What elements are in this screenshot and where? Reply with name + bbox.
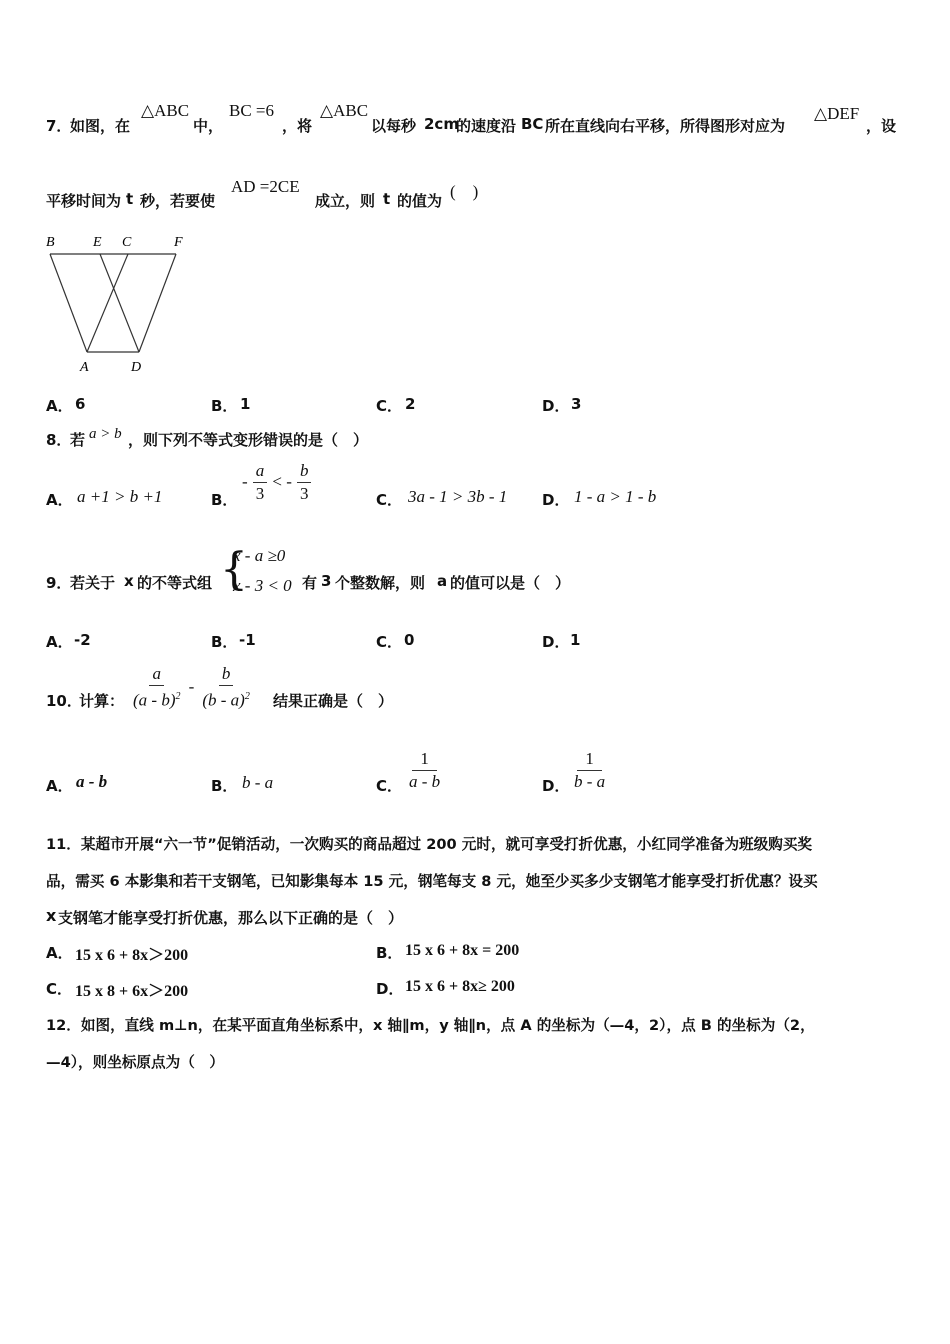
q8-b-neg: - [242,472,248,491]
q7-text-2: 中， [193,117,224,135]
q12-line-1: 12．如图，直线 m⊥n，在某平面直角坐标系中，x 轴∥m，y 轴∥n，点 A 的坐标为（—4，2），点 B 的坐标为（2， [46,1017,815,1034]
q9-option-d-value: 1 [570,631,581,649]
q8-condition: a > b [89,426,122,442]
q10-den-1 [130,686,183,712]
q10-num-1: a [149,663,164,686]
q10-d-num: 1 [577,748,602,771]
q9-text-1: 若关于 [70,574,116,592]
q9-option-d-letter: D． [542,633,570,651]
q7-line2-a: 平移时间为 [46,192,122,210]
q7-line2-b: t [126,190,134,208]
figure-line-ba [50,254,87,352]
figure-line-fd [139,254,176,352]
q10-fraction-2 [199,663,252,712]
q12-line-2: —4），则坐标原点为（ ） [46,1054,224,1071]
q9-text-4: 个整数解，则 [335,574,426,592]
q11-option-d-expr: 15 x 6 + 8x≥ 200 [405,978,515,995]
q7-formula-ad: AD =2CE [231,177,300,196]
q9-text-5: 的值可以是（ ） [450,574,571,592]
q8-text-1: 若 [70,431,86,449]
q10-option-b-expr: b - a [242,773,274,792]
q8-option-c-letter: C． [376,491,403,509]
q10-den-2 [199,686,252,712]
q10-den-2-exp: 2 [244,691,250,702]
q8-b-fraction-1 [253,460,268,505]
q10-expression [130,663,253,712]
q7-line2-d: 成立，则 [315,192,376,210]
label-d: D [131,360,142,375]
q11-option-c-expr: 15 x 8 + 6x＞200 [75,983,189,1000]
q10-option-a-letter: A． [46,777,73,795]
q8-option-b-expr [242,460,311,505]
q11-option-b-letter: B． [376,944,403,962]
q9-inequality-1: x - a ≥0 [233,546,286,565]
q9-option-c-letter: C． [376,633,403,651]
q9-option-a-value: -2 [74,631,91,649]
q10-c-num: 1 [412,748,437,771]
q7-option-b-value: 1 [240,395,251,413]
q10-option-b-letter: B． [211,777,238,795]
q10-option-d-expr [571,748,608,793]
q10-text-2: 结果正确是（ ） [273,692,394,710]
q9-inequality-2: x - 3 < 0 [233,576,292,595]
q7-line2-c: 秒，若要使 [140,192,216,210]
q10-den-2-base: (b - a) [202,690,245,710]
q10-option-a-expr: a - b [76,772,108,791]
q8-option-d-expr: 1 - a > 1 - b [574,487,657,506]
q7-option-d-value: 3 [571,395,582,413]
q9-option-b-value: -1 [239,631,256,649]
q9-text-three: 3 [321,572,332,590]
q8-number: 8． [46,431,72,449]
q10-option-c-expr [406,748,443,793]
q10-c-fraction [406,748,443,793]
q11-option-a-letter: A． [46,944,73,962]
q7-text-9: ，设 [866,117,897,135]
q11-option-b-expr: 15 x 6 + 8x = 200 [405,942,520,959]
q11-line-2: 品，需买 6 本影集和若干支钢笔，已知影集每本 15 元，钢笔每支 8 元，她至少买多少支钢笔才能享受打折优惠？设买 [46,873,818,890]
q8-b-den-1: 3 [255,484,265,503]
label-e: E [93,235,102,250]
q7-option-c-value: 2 [405,395,416,413]
q10-fraction-1 [130,663,183,712]
q8-option-a-expr: a +1 > b +1 [77,487,163,506]
q10-den-1-exp: 2 [175,691,181,702]
q7-option-c-letter: C． [376,397,403,415]
q11-line-1: 11．某超市开展“六一节”促销活动，一次购买的商品超过 200 元时，就可享受打折优惠，小红同学准备为班级购买奖 [46,836,813,853]
q10-option-c-letter: C． [376,777,403,795]
q9-option-a-letter: A． [46,633,73,651]
q7-text-4: 以每秒 [371,117,417,135]
q8-b-num-1: a [253,460,268,483]
q9-text-a: a [437,572,448,590]
q7-option-a-letter: A． [46,397,73,415]
q10-text-1: 计算： [79,692,125,710]
q7-text-1: 如图，在 [70,117,131,135]
q7-figure [40,228,200,378]
q7-text-3: ，将 [282,117,313,135]
q7-formula-abc-2: △ABC [320,101,369,120]
q7-answer-paren: ( ) [450,182,479,201]
q7-text-8: 所在直线向右平移，所得图形对应为 [545,117,786,135]
q8-b-den-2: 3 [299,484,309,503]
q7-line2-e: t [383,190,391,208]
q7-text-7: BC [521,115,544,133]
label-f: F [174,235,183,250]
q9-option-b-letter: B． [211,633,238,651]
q7-option-a-value: 6 [75,395,86,413]
q9-text-x: x [124,572,134,590]
label-b: B [46,235,55,250]
q10-d-fraction [571,748,608,793]
q8-option-b-letter: B． [211,491,238,509]
q10-d-den: b - a [574,772,606,791]
q8-b-mid: < - [272,472,292,491]
q7-formula-abc: △ABC [141,101,190,120]
q11-line-3: 支钢笔才能享受打折优惠，那么以下正确的是（ ） [58,909,404,927]
q10-num-2: b [219,663,234,686]
q11-option-a-expr: 15 x 6 + 8x＞200 [75,947,189,964]
q7-formula-def: △DEF [814,104,860,123]
q10-c-den: a - b [409,772,441,791]
label-a: A [80,360,89,375]
q10-minus: - [188,676,195,696]
q10-number: 10． [46,692,82,710]
q11-option-d-letter: D． [376,980,404,998]
figure-line-ed [100,254,139,352]
q9-number: 9． [46,574,72,592]
q7-option-d-letter: D． [542,397,570,415]
q8-text-2: ，则下列不等式变形错误的是（ ） [128,431,369,449]
q9-text-3: 有 [302,574,318,592]
q11-option-c-letter: C． [46,980,73,998]
q7-line2-f: 的值为 [397,192,443,210]
label-c: C [122,235,132,250]
q8-option-c-expr: 3a - 1 > 3b - 1 [408,487,508,506]
q9-option-c-value: 0 [404,631,415,649]
q7-text-6: 的速度沿 [456,117,517,135]
q7-text-5: 2cm [424,115,459,133]
q9-system-brace: { [220,544,248,595]
q7-formula-bc: BC =6 [229,101,275,120]
q7-number: 7． [46,117,72,135]
q8-option-d-letter: D． [542,491,570,509]
q10-den-1-base: (a - b) [133,690,176,710]
q10-option-d-letter: D． [542,777,570,795]
figure-line-ca [87,254,128,352]
q9-text-2: 的不等式组 [137,574,213,592]
q7-option-b-letter: B． [211,397,238,415]
q8-b-fraction-2 [297,460,312,505]
q8-b-num-2: b [297,460,312,483]
q11-line-3-x: x [46,906,57,925]
q8-option-a-letter: A． [46,491,73,509]
